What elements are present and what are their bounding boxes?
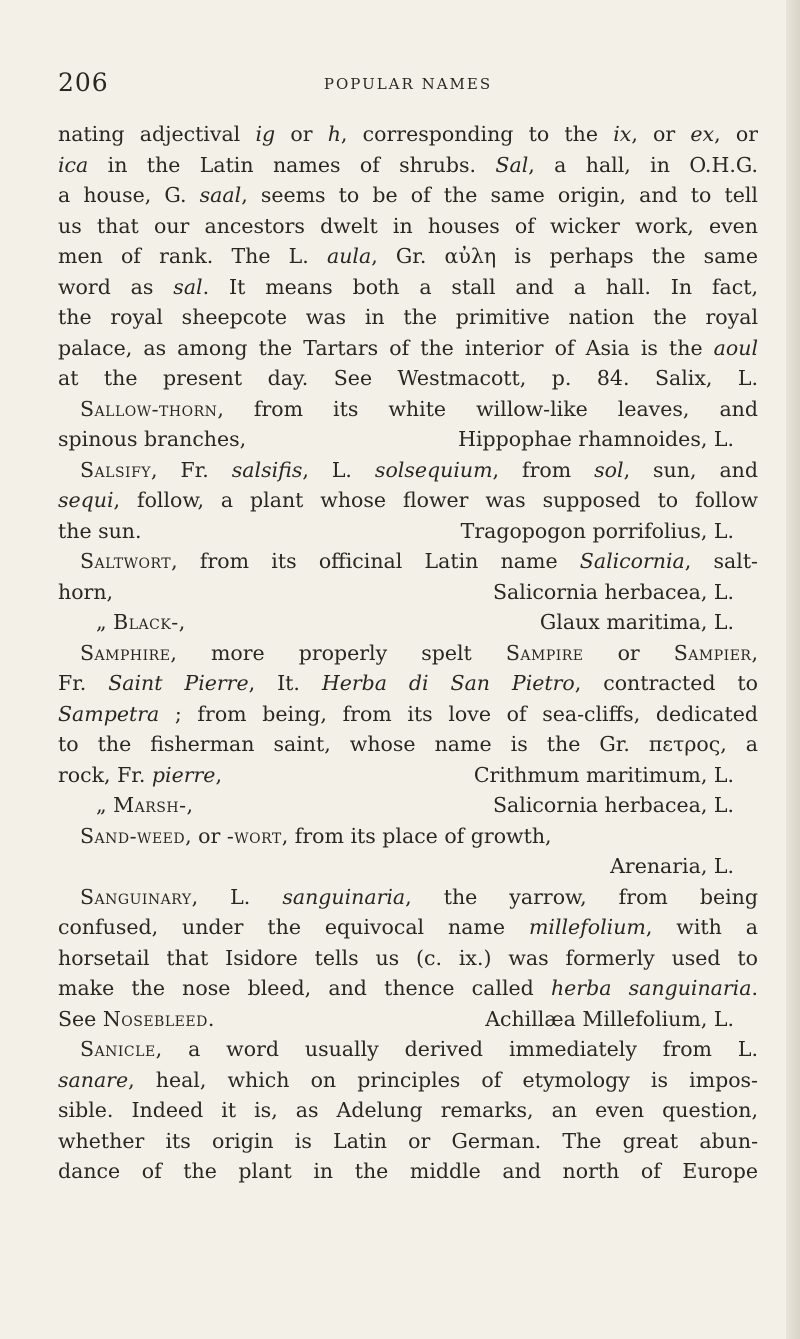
body-text	[58, 119, 758, 1187]
entry-sand-weed: Sand-weed, or -wort, from its place of growth,	[80, 823, 552, 848]
text-line-20: Sampetra ; from being, from its love of sea-cliffs, dedicated	[58, 701, 758, 726]
entry-samphire: Samphire, more properly spelt Sampire or Sampier,	[80, 640, 758, 665]
text-line-2: ica in the Latin names of shrubs. Sal, a hall, in O.H.G.	[58, 152, 758, 177]
running-title: POPULAR NAMES	[323, 75, 493, 93]
text-line-9: at the present day. See Westmacott, p. 84. Salix, L.	[58, 366, 758, 390]
text-line-21: to the fisherman saint, whose name is the Gr. πετρος, a	[58, 732, 758, 756]
text-line-14: the sun. Tragopogon porrifolius, L.	[58, 518, 734, 543]
text-line-27: confused, under the equivocal name millefolium, with a	[58, 915, 758, 939]
entry-saltwort: Saltwort, from its officinal Latin name Salicornia, salt-	[80, 549, 758, 573]
text-line-3: a house, G. saal, seems to be of the same origin, and to tell	[58, 183, 758, 207]
page-number: 206	[58, 68, 109, 97]
page-header	[58, 68, 758, 108]
text-line-5: men of rank. The L. aula, Gr. αὐλη is perhaps the same	[58, 244, 758, 268]
text-line-25: Arenaria, L.	[610, 854, 734, 878]
text-line-11: spinous branches, Hippophae rhamnoides, L.	[58, 427, 734, 451]
text-line-35: dance of the plant in the middle and north of Europe	[58, 1159, 758, 1183]
text-line-16: horn, Salicornia herbacea, L.	[58, 579, 734, 604]
text-line-32: sanare, heal, which on principles of etymology is impos-	[58, 1067, 758, 1092]
text-line-1: nating adjectival ig or h, corresponding to the ix, or ex, or	[58, 122, 758, 146]
text-line-8: palace, as among the Tartars of the interior of Asia is the aoul	[58, 335, 758, 360]
entry-sanicle: Sanicle, a word usually derived immediately from L.	[80, 1037, 758, 1061]
text-line-19: Fr. Saint Pierre, It. Herba di San Pietro, contracted to	[58, 671, 758, 695]
text-line-13: sequi, follow, a plant whose flower was supposed to follow	[58, 488, 758, 512]
text-line-29: make the nose bleed, and thence called herba sanguinaria.	[58, 976, 758, 1000]
text-line-28: horsetail that Isidore tells us (c. ix.) was formerly used to	[58, 945, 758, 970]
text-line-22: rock, Fr. pierre, Crithmum maritimum, L.	[58, 762, 734, 787]
text-line-34: whether its origin is Latin or German. The great abun-	[58, 1128, 758, 1153]
page-edge-shadow	[786, 0, 800, 1339]
entry-salsify: Salsify, Fr. salsifis, L. solsequium, from sol, sun, and	[80, 457, 758, 482]
entry-marsh-samphire: „ Marsh-, Salicornia herbacea, L.	[96, 793, 734, 817]
entry-sanguinary: Sanguinary, L. sanguinaria, the yarrow, from being	[80, 884, 758, 909]
entry-black-saltwort: „ Black-, Glaux maritima, L.	[96, 610, 734, 634]
text-line-7: the royal sheepcote was in the primitive nation the royal	[58, 305, 758, 329]
text-line-6: word as sal. It means both a stall and a hall. In fact,	[58, 274, 758, 299]
text-line-4: us that our ancestors dwelt in houses of wicker work, even	[58, 213, 758, 238]
entry-sallow-thorn: Sallow-thorn, from its white willow-like leaves, and	[80, 396, 758, 421]
text-line-30: See Nosebleed. Achillæa Millefolium, L.	[58, 1006, 734, 1031]
text-line-33: sible. Indeed it is, as Adelung remarks, an even question,	[58, 1098, 758, 1122]
